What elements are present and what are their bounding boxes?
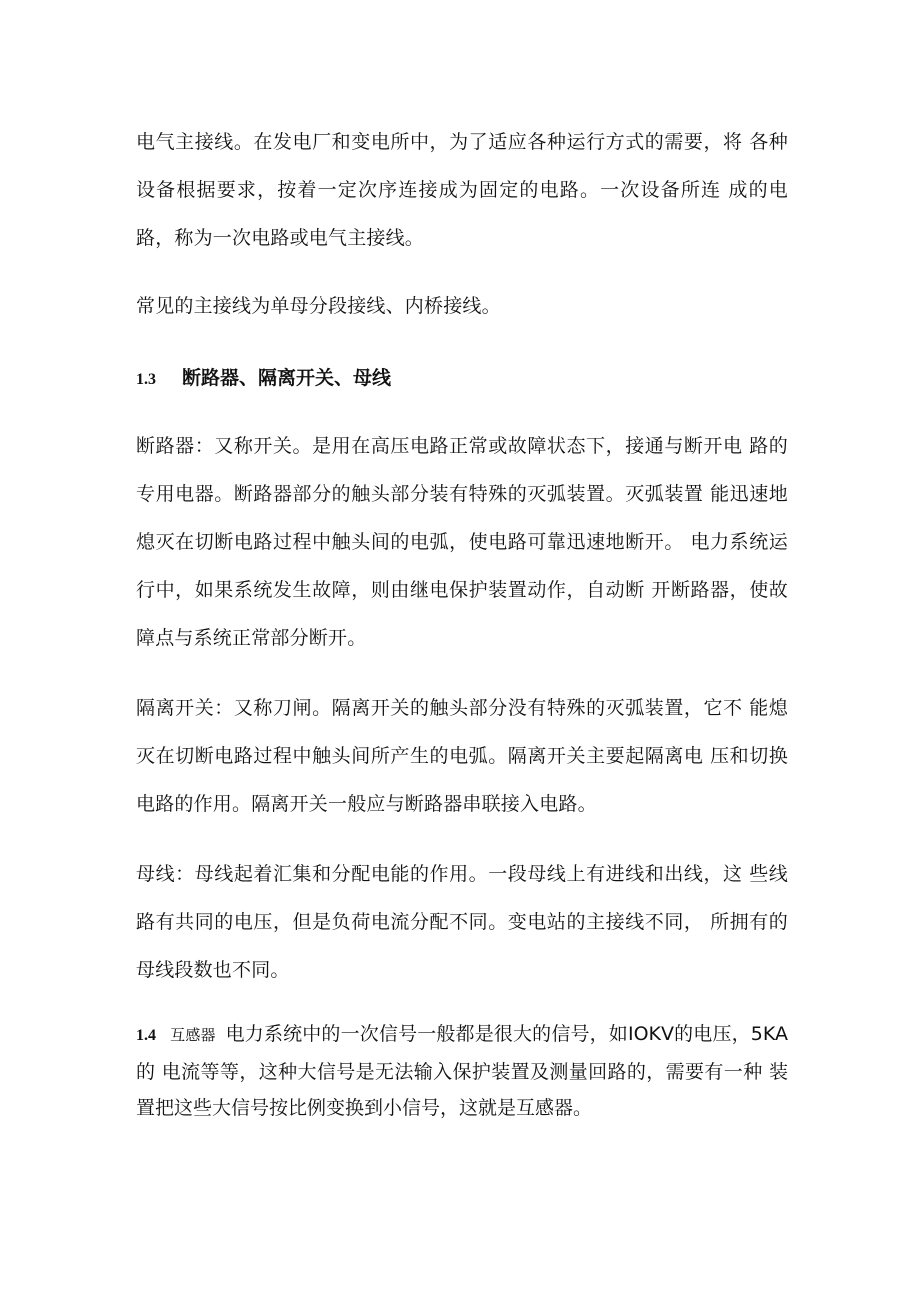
paragraph-disconnector: 隔离开关：又称刀闸。隔离开关的触头部分没有特殊的灭弧装置，它不 能熄灭在切断电路过程中触头间所产生的电弧。隔离开关主要起隔离电 压和切换电路的作用。隔离开关一般应与断路器串联接入电路。 (136, 697, 788, 815)
document-body (136, 118, 788, 1126)
section-number: 1.4 (136, 1027, 156, 1044)
section-title: 互感器 (170, 1026, 216, 1044)
section-title: 断路器、隔离开关、母线 (182, 367, 392, 389)
section-heading-1-3 (136, 352, 788, 400)
paragraph-main-wiring: 电气主接线。在发电厂和变电所中，为了适应各种运行方式的需要，将 各种设备根据要求，按着一定次序连接成为固定的电路。一次设备所连 成的电路，称为一次电路或电气主接线。 (136, 131, 788, 249)
spacer (136, 994, 788, 1016)
section-text: 电力系统中的一次信号一般都是很大的信号，如IOKV的电压，5KA的 电流等等，这种大信号是无法输入保护装置及测量回路的，需要有一种 装置把这些大信号按比例变换到小信号，这就是互感器。 (136, 1023, 788, 1119)
paragraph-section-1-4 (136, 1016, 788, 1126)
paragraph-breaker: 断路器：又称开关。是用在高压电路正常或故障状态下，接通与断开电 路的专用电器。断路器部分的触头部分装有特殊的灭弧装置。灭弧装置 能迅速地熄灭在切断电路过程中触头间的电弧，使电路可靠迅速地断开。 电力系统运行中，如果系统发生故障，则由继电保护装置动作，自动断 开断路器，使故障点与系统正常部分断开。 (136, 435, 788, 649)
spacer (136, 330, 788, 352)
spacer (136, 400, 788, 422)
spacer (136, 662, 788, 684)
spacer (136, 262, 788, 282)
paragraph-busbar: 母线：母线起着汇集和分配电能的作用。一段母线上有进线和出线，这 些线路有共同的电压，但是负荷电流分配不同。变电站的主接线不同， 所拥有的母线段数也不同。 (136, 863, 788, 981)
spacer (136, 828, 788, 850)
paragraph-common-wiring: 常见的主接线为单母分段接线、内桥接线。 (136, 295, 501, 317)
section-number: 1.3 (136, 371, 156, 388)
